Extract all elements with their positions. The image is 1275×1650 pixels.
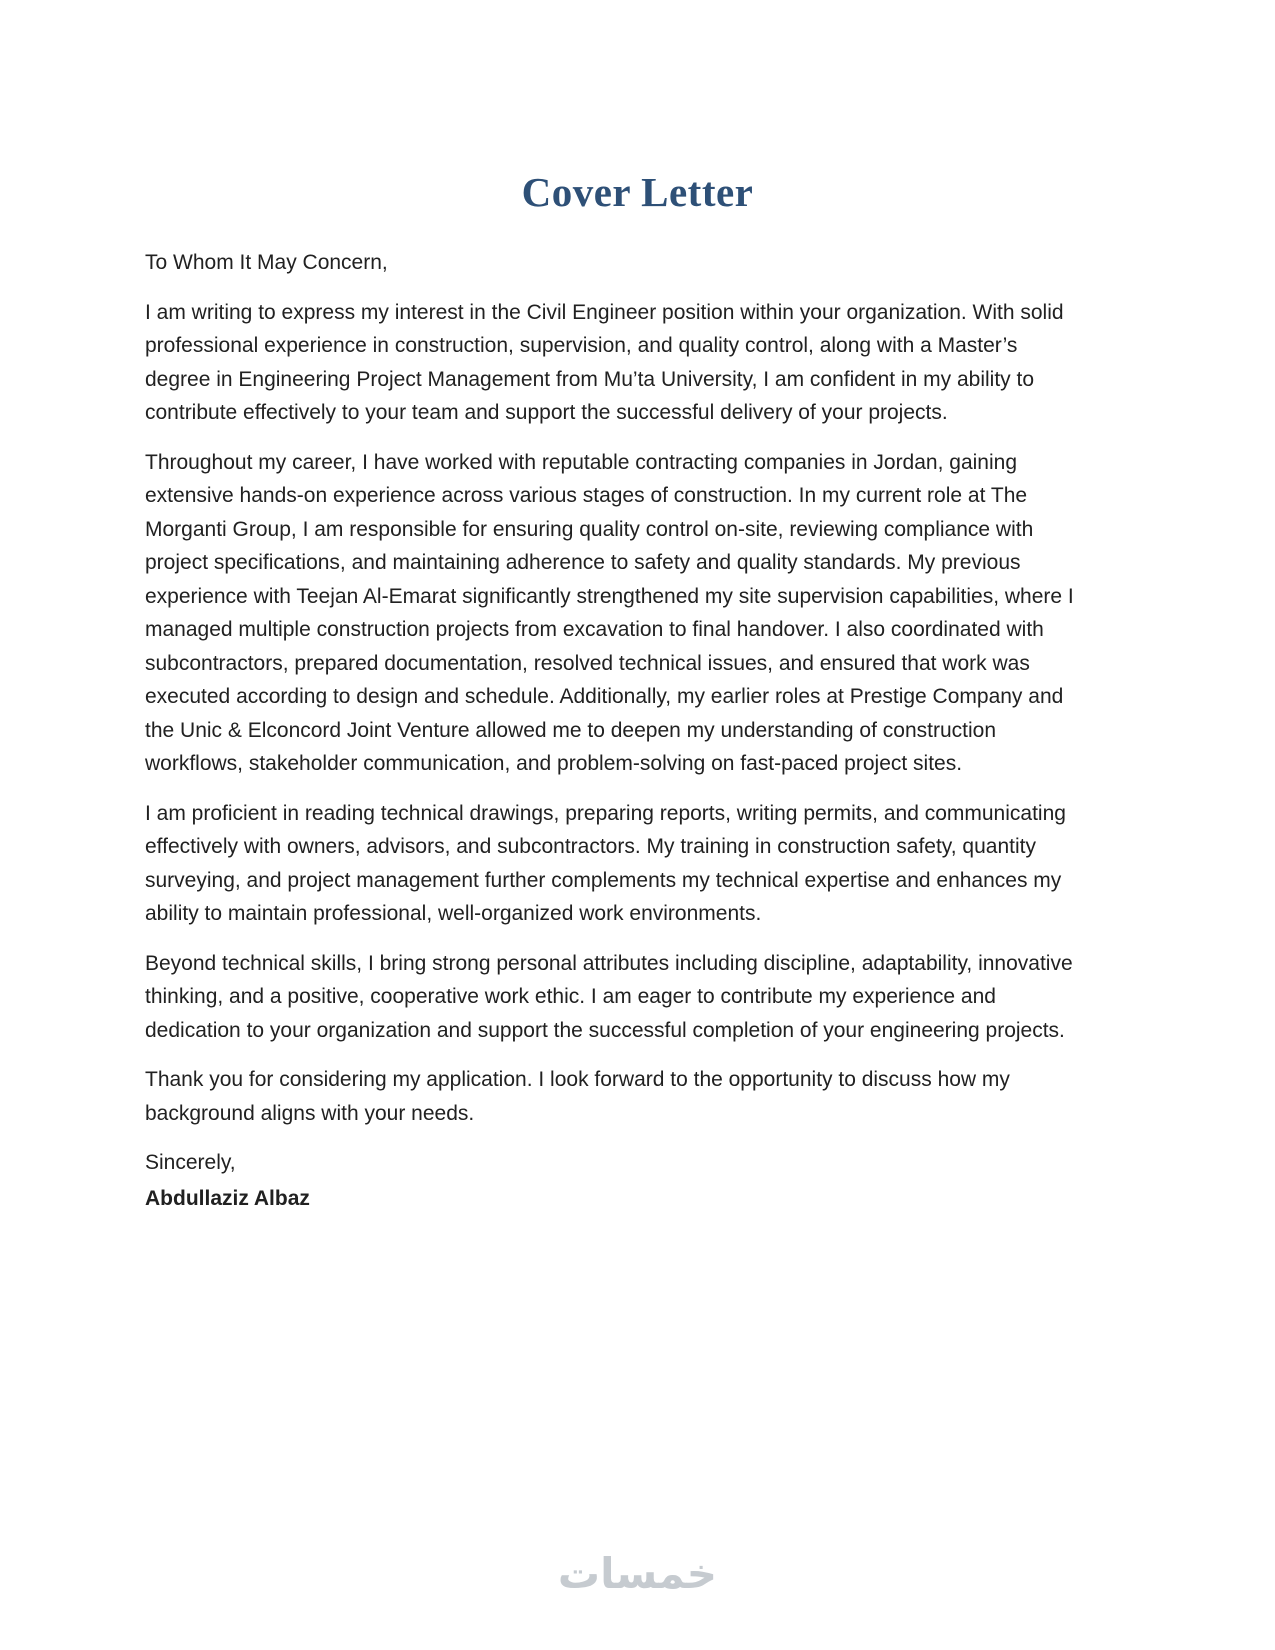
khamsat-watermark-logo: خمسات <box>557 1549 718 1598</box>
paragraph-experience: Throughout my career, I have worked with reputable contracting companies in Jordan, gaining extensive hands-on experience across various stages of construction. In my current role at The Morganti Group, I am responsible for ensuring quality control on-site, reviewing compliance with project specifications, and maintaining adherence to safety and quality standards. My previous experience with Teejan Al-Emarat significantly strengthened my site supervision capabilities, where I managed multiple construction projects from excavation to final handover. I also coordinated with subcontractors, prepared documentation, resolved technical issues, and ensured that work was executed according to design and schedule. Additionally, my earlier roles at Prestige Company and the Unic & Elconcord Joint Venture allowed me to deepen my understanding of construction workflows, stakeholder communication, and problem-solving on fast-paced project sites. <box>145 450 1074 775</box>
paragraph-skills: I am proficient in reading technical drawings, preparing reports, writing permits, and communicating effectively with owners, advisors, and subcontractors. My training in construction safety, quantity surveying, and project management further complements my technical expertise and enhances my ability to maintain professional, well-organized work environments. <box>145 801 1066 925</box>
closing: Sincerely, <box>145 1151 236 1174</box>
signature-name: Abdullaziz Albaz <box>145 1186 310 1210</box>
page-title: Cover Letter <box>521 169 754 215</box>
paragraph-thanks: Thank you for considering my application. I look forward to the opportunity to discuss how my background aligns with your needs. <box>145 1068 1010 1125</box>
letter-body <box>145 246 1130 1215</box>
paragraph-intro: I am writing to express my interest in the Civil Engineer position within your organization. With solid professional experience in construction, supervision, and quality control, along with a Master’s degree in Engineering Project Management from Mu’ta University, I am confident in my ability to contribute effectively to your team and support the successful delivery of your projects. <box>145 300 1064 424</box>
paragraph-attributes: Beyond technical skills, I bring strong personal attributes including discipline, adaptability, innovative thinking, and a positive, cooperative work ethic. I am eager to contribute my experience and dedication to your organization and support the successful completion of your engineering projects. <box>145 951 1073 1042</box>
salutation: To Whom It May Concern, <box>145 251 388 274</box>
